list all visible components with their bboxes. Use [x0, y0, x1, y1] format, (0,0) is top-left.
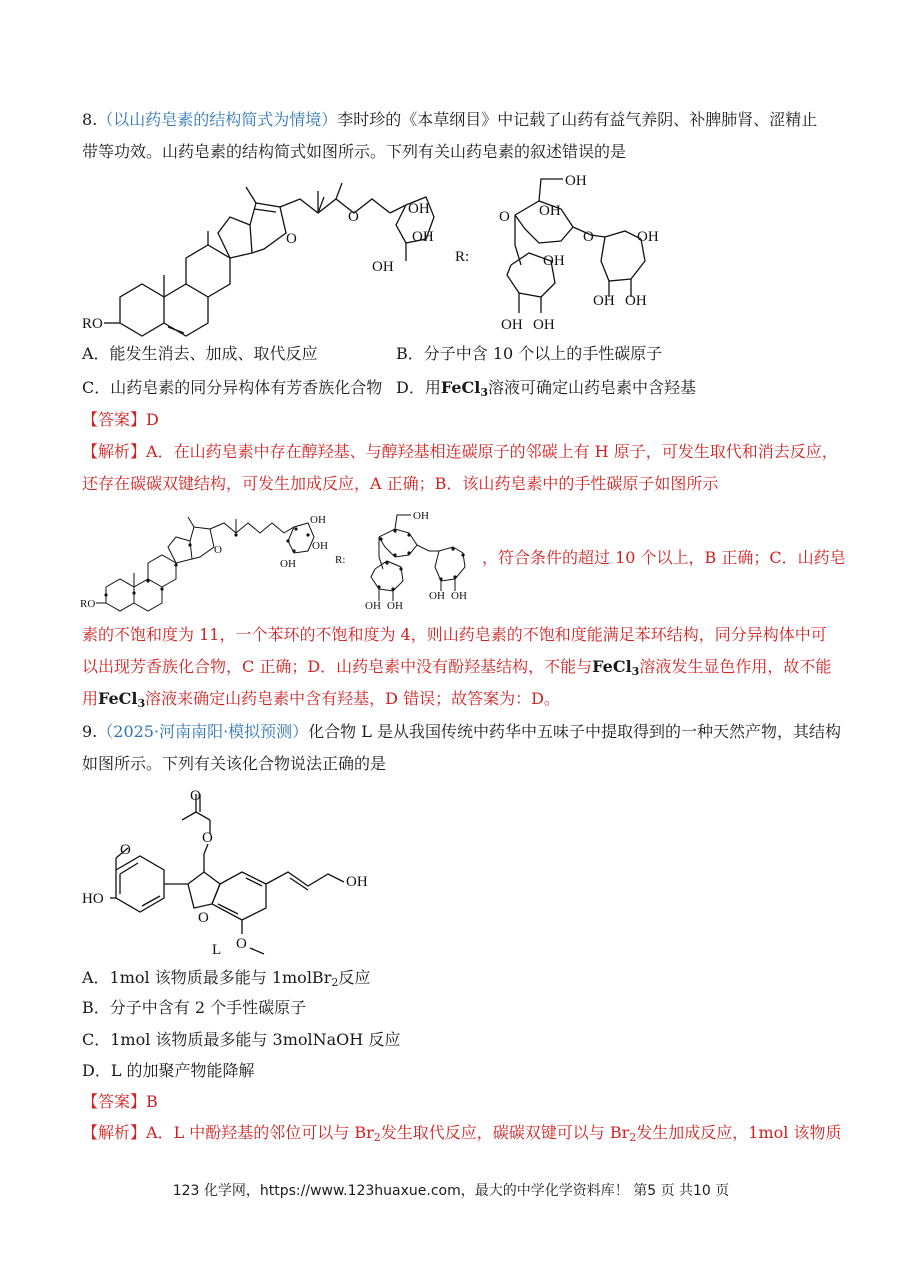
svg-text:OH: OH [501, 317, 523, 333]
q8-chiral-aglycone-structure [80, 505, 330, 615]
svg-text:OH: OH [365, 600, 381, 612]
q9-option-b: B．分子中含有 2 个手性碳原子 [82, 998, 307, 1017]
svg-text:O: O [499, 209, 510, 225]
svg-text:O: O [286, 231, 297, 247]
svg-text:OH: OH [565, 173, 587, 189]
svg-text:OH: OH [312, 540, 328, 552]
svg-text:OH: OH [625, 293, 647, 309]
q9-analysis-line1: 【解析】A．L 中酚羟基的邻位可以与 $Br_2$发生取代反应，碳碳双键可以与 $Br_2$发生加成反应，1mol 该物质 [82, 1123, 842, 1144]
svg-text:O: O [236, 936, 247, 952]
svg-text:OH: OH [310, 514, 326, 526]
q8-aglycone-structure [80, 175, 440, 340]
q8-chiral-r-group-structure [335, 505, 485, 615]
svg-text:RO: RO [80, 598, 96, 610]
svg-text:OH: OH [408, 201, 430, 217]
svg-text:OH: OH [543, 253, 565, 269]
q9-option-a: A．1mol 该物质最多能与 1molBr$_2$反应 [82, 968, 371, 989]
svg-text:O: O [583, 229, 594, 245]
svg-text:HO: HO [82, 891, 104, 907]
svg-text:O: O [120, 842, 131, 858]
q8-answer: 【答案】D [82, 410, 159, 429]
q9-stem-line2: 如图所示。下列有关该化合物说法正确的是 [82, 754, 387, 773]
q9-option-c: C．1mol 该物质最多能与 3molNaOH 反应 [82, 1030, 401, 1049]
q8-analysis-line1: 【解析】A．在山药皂素中存在醇羟基、与醇羟基相连碳原子的邻碳上有 H 原子，可发生取代和消去反应， [82, 442, 838, 461]
q8-option-c: C．山药皂素的同分异构体有芳香族化合物 [82, 378, 383, 397]
q9-source-tag: （2025·河南南阳·模拟预测） [97, 722, 309, 741]
svg-text:OH: OH [539, 203, 561, 219]
svg-text:OH: OH [593, 293, 615, 309]
svg-text:OH: OH [429, 590, 445, 602]
svg-text:O: O [202, 830, 213, 846]
svg-text:OH: OH [346, 874, 368, 890]
svg-text:OH: OH [412, 229, 434, 245]
svg-text:O: O [190, 788, 201, 804]
svg-text:R:: R: [335, 554, 346, 566]
q9-compound-l-structure [82, 782, 382, 962]
q8-analysis-line4: 以出现芳香族化合物，C 正确；D．山药皂素中没有酚羟基结构，不能与FeCl$_3$溶液发生显色作用，故不能 [82, 657, 832, 678]
q9-option-d: D．L 的加聚产物能降解 [82, 1061, 255, 1080]
svg-text:OH: OH [372, 259, 394, 275]
q8-analysis-line5: 用FeCl$_3$溶液来确定山药皂素中含有羟基，D 错误；故答案为：D。 [82, 689, 560, 710]
svg-text:OH: OH [533, 317, 555, 333]
svg-text:L: L [212, 942, 222, 958]
q8-option-b: B．分子中含 10 个以上的手性碳原子 [396, 344, 663, 363]
q8-context-tag: （以山药皂素的结构简式为情境） [97, 110, 338, 129]
svg-text:R:: R: [455, 249, 470, 265]
svg-text:OH: OH [451, 590, 467, 602]
svg-text:O: O [214, 544, 222, 556]
q8-analysis-inline: ，符合条件的超过 10 个以上，B 正确；C．山药皂 [482, 548, 846, 567]
svg-text:OH: OH [387, 600, 403, 612]
svg-text:O: O [198, 910, 209, 926]
svg-text:OH: OH [280, 558, 296, 570]
page-footer: 123 化学网，https://www.123huaxue.com，最大的中学化学资料库！ 第5 页 共10 页 [172, 1183, 730, 1199]
svg-text:O: O [348, 209, 359, 225]
q8-r-group-structure [455, 165, 685, 335]
q9-stem-line1: 9.（2025·河南南阳·模拟预测）化合物 L 是从我国传统中药华中五味子中提取得到的一种天然产物，其结构 [82, 722, 841, 741]
q8-stem-line2: 带等功效。山药皂素的结构简式如图所示。下列有关山药皂素的叙述错误的是 [82, 142, 627, 161]
svg-text:RO: RO [82, 316, 103, 332]
svg-text:OH: OH [637, 229, 659, 245]
q8-option-d: D．用FeCl$_3$溶液可确定山药皂素中含羟基 [396, 378, 696, 399]
svg-text:OH: OH [413, 510, 429, 522]
q8-analysis-line2: 还存在碳碳双键结构，可发生加成反应，A 正确；B．该山药皂素中的手性碳原子如图所示 [82, 474, 719, 493]
q9-answer: 【答案】B [82, 1092, 158, 1111]
q8-stem-line1: 8.（以山药皂素的结构简式为情境）李时珍的《本草纲目》中记载了山药有益气养阴、补脾肺肾、涩精止 [82, 110, 818, 129]
q8-analysis-line3: 素的不饱和度为 11，一个苯环的不饱和度为 4，则山药皂素的不饱和度能满足苯环结构，同分异构体中可 [82, 625, 827, 644]
q8-option-a: A．能发生消去、加成、取代反应 [82, 344, 318, 363]
